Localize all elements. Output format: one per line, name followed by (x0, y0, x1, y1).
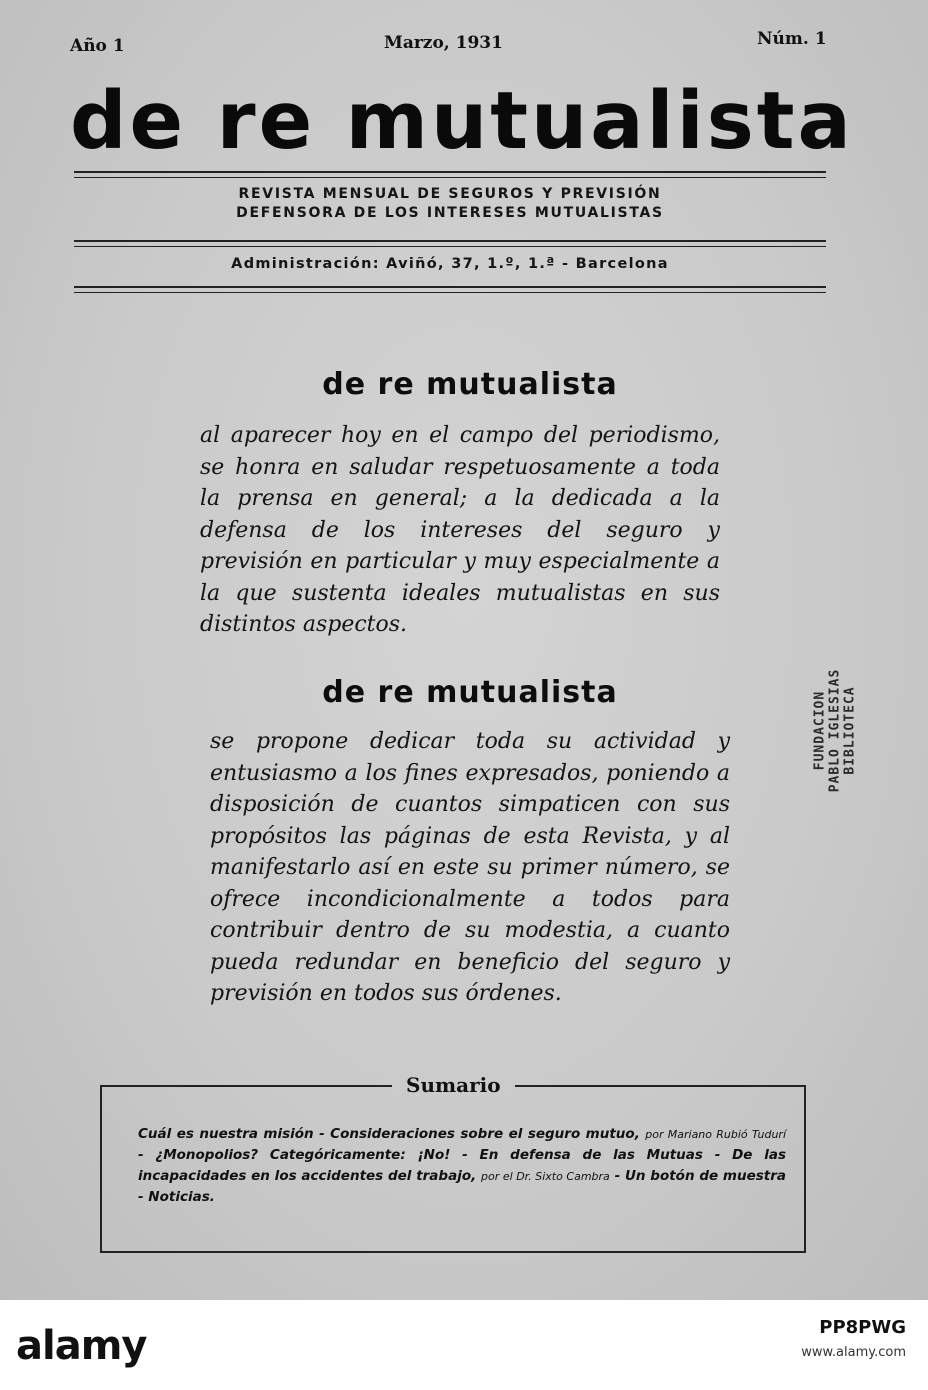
footer-info (801, 1318, 906, 1362)
subtitle-line-1: REVISTA MENSUAL DE SEGUROS Y PREVISIÓN (238, 186, 662, 202)
rule-top-1 (74, 171, 826, 173)
alamy-logo: alamy (16, 1323, 147, 1369)
library-stamp (810, 640, 860, 820)
administration-address: Administración: Aviñó, 37, 1.º, 1.ª - Barcelona (231, 256, 669, 272)
sumario-part-3: - Un botón de muestra - Noticias. (138, 1168, 787, 1205)
footer-url: www.alamy.com (801, 1345, 906, 1360)
rule-mid-1 (74, 240, 826, 242)
sumario-title: Sumario (392, 1073, 515, 1097)
rule-top-2 (74, 177, 826, 178)
stamp-line-2: PABLO IGLESIAS (827, 668, 843, 792)
issue-year: Año 1 (70, 36, 125, 56)
rule-bottom-2 (74, 292, 826, 293)
section2-title: de re mutualista (322, 675, 618, 710)
stamp-line-1: FUNDACION (812, 690, 828, 770)
section1-body: al aparecer hoy en el campo del periodismo, se honra en saludar respetuosamente a toda la prensa en general; a la dedicada a la defensa de los intereses del seguro y previsión en particular y muy especialmente a la que sustenta ideales mutualistas en sus distintos aspectos. (200, 423, 720, 637)
sumario-author-1: por Mariano Rubió Tudurí (645, 1128, 787, 1141)
rule-bottom-1 (74, 286, 826, 288)
subtitle-line-2: DEFENSORA DE LOS INTERESES MUTUALISTAS (236, 205, 664, 221)
stamp-line-3: BIBLIOTECA (842, 685, 858, 775)
rule-mid-2 (74, 246, 826, 247)
sumario-part-2: - ¿Monopolios? Categóricamente: ¡No! - En defensa de las Mutuas - De las incapacidades en los accidentes del trabajo, (138, 1147, 786, 1184)
sumario-author-2: por el Dr. Sixto Cambra (481, 1170, 610, 1183)
section1-title: de re mutualista (322, 367, 618, 402)
section2-body: se propone dedicar toda su actividad y entusiasmo a los fines expresados, poniendo a disposición de cuantos simpaticen con sus propósitos las páginas de esta Revista, y al manifestarlo así en este su primer número, se ofrece incondicionalmente a todos para contribuir dentro de su modestia, a cuanto pueda redundar en beneficio del seguro y previsión en todos sus órdenes. (210, 729, 730, 1006)
sumario-part-1: Cuál es nuestra misión - Consideraciones sobre el seguro mutuo, (138, 1126, 640, 1142)
image-id: PP8PWG (819, 1317, 906, 1338)
issue-date: Marzo, 1931 (384, 33, 503, 53)
issue-number: Núm. 1 (757, 29, 827, 49)
masthead-title: de re mutualista (70, 75, 854, 167)
sumario-contents (138, 1124, 786, 1208)
